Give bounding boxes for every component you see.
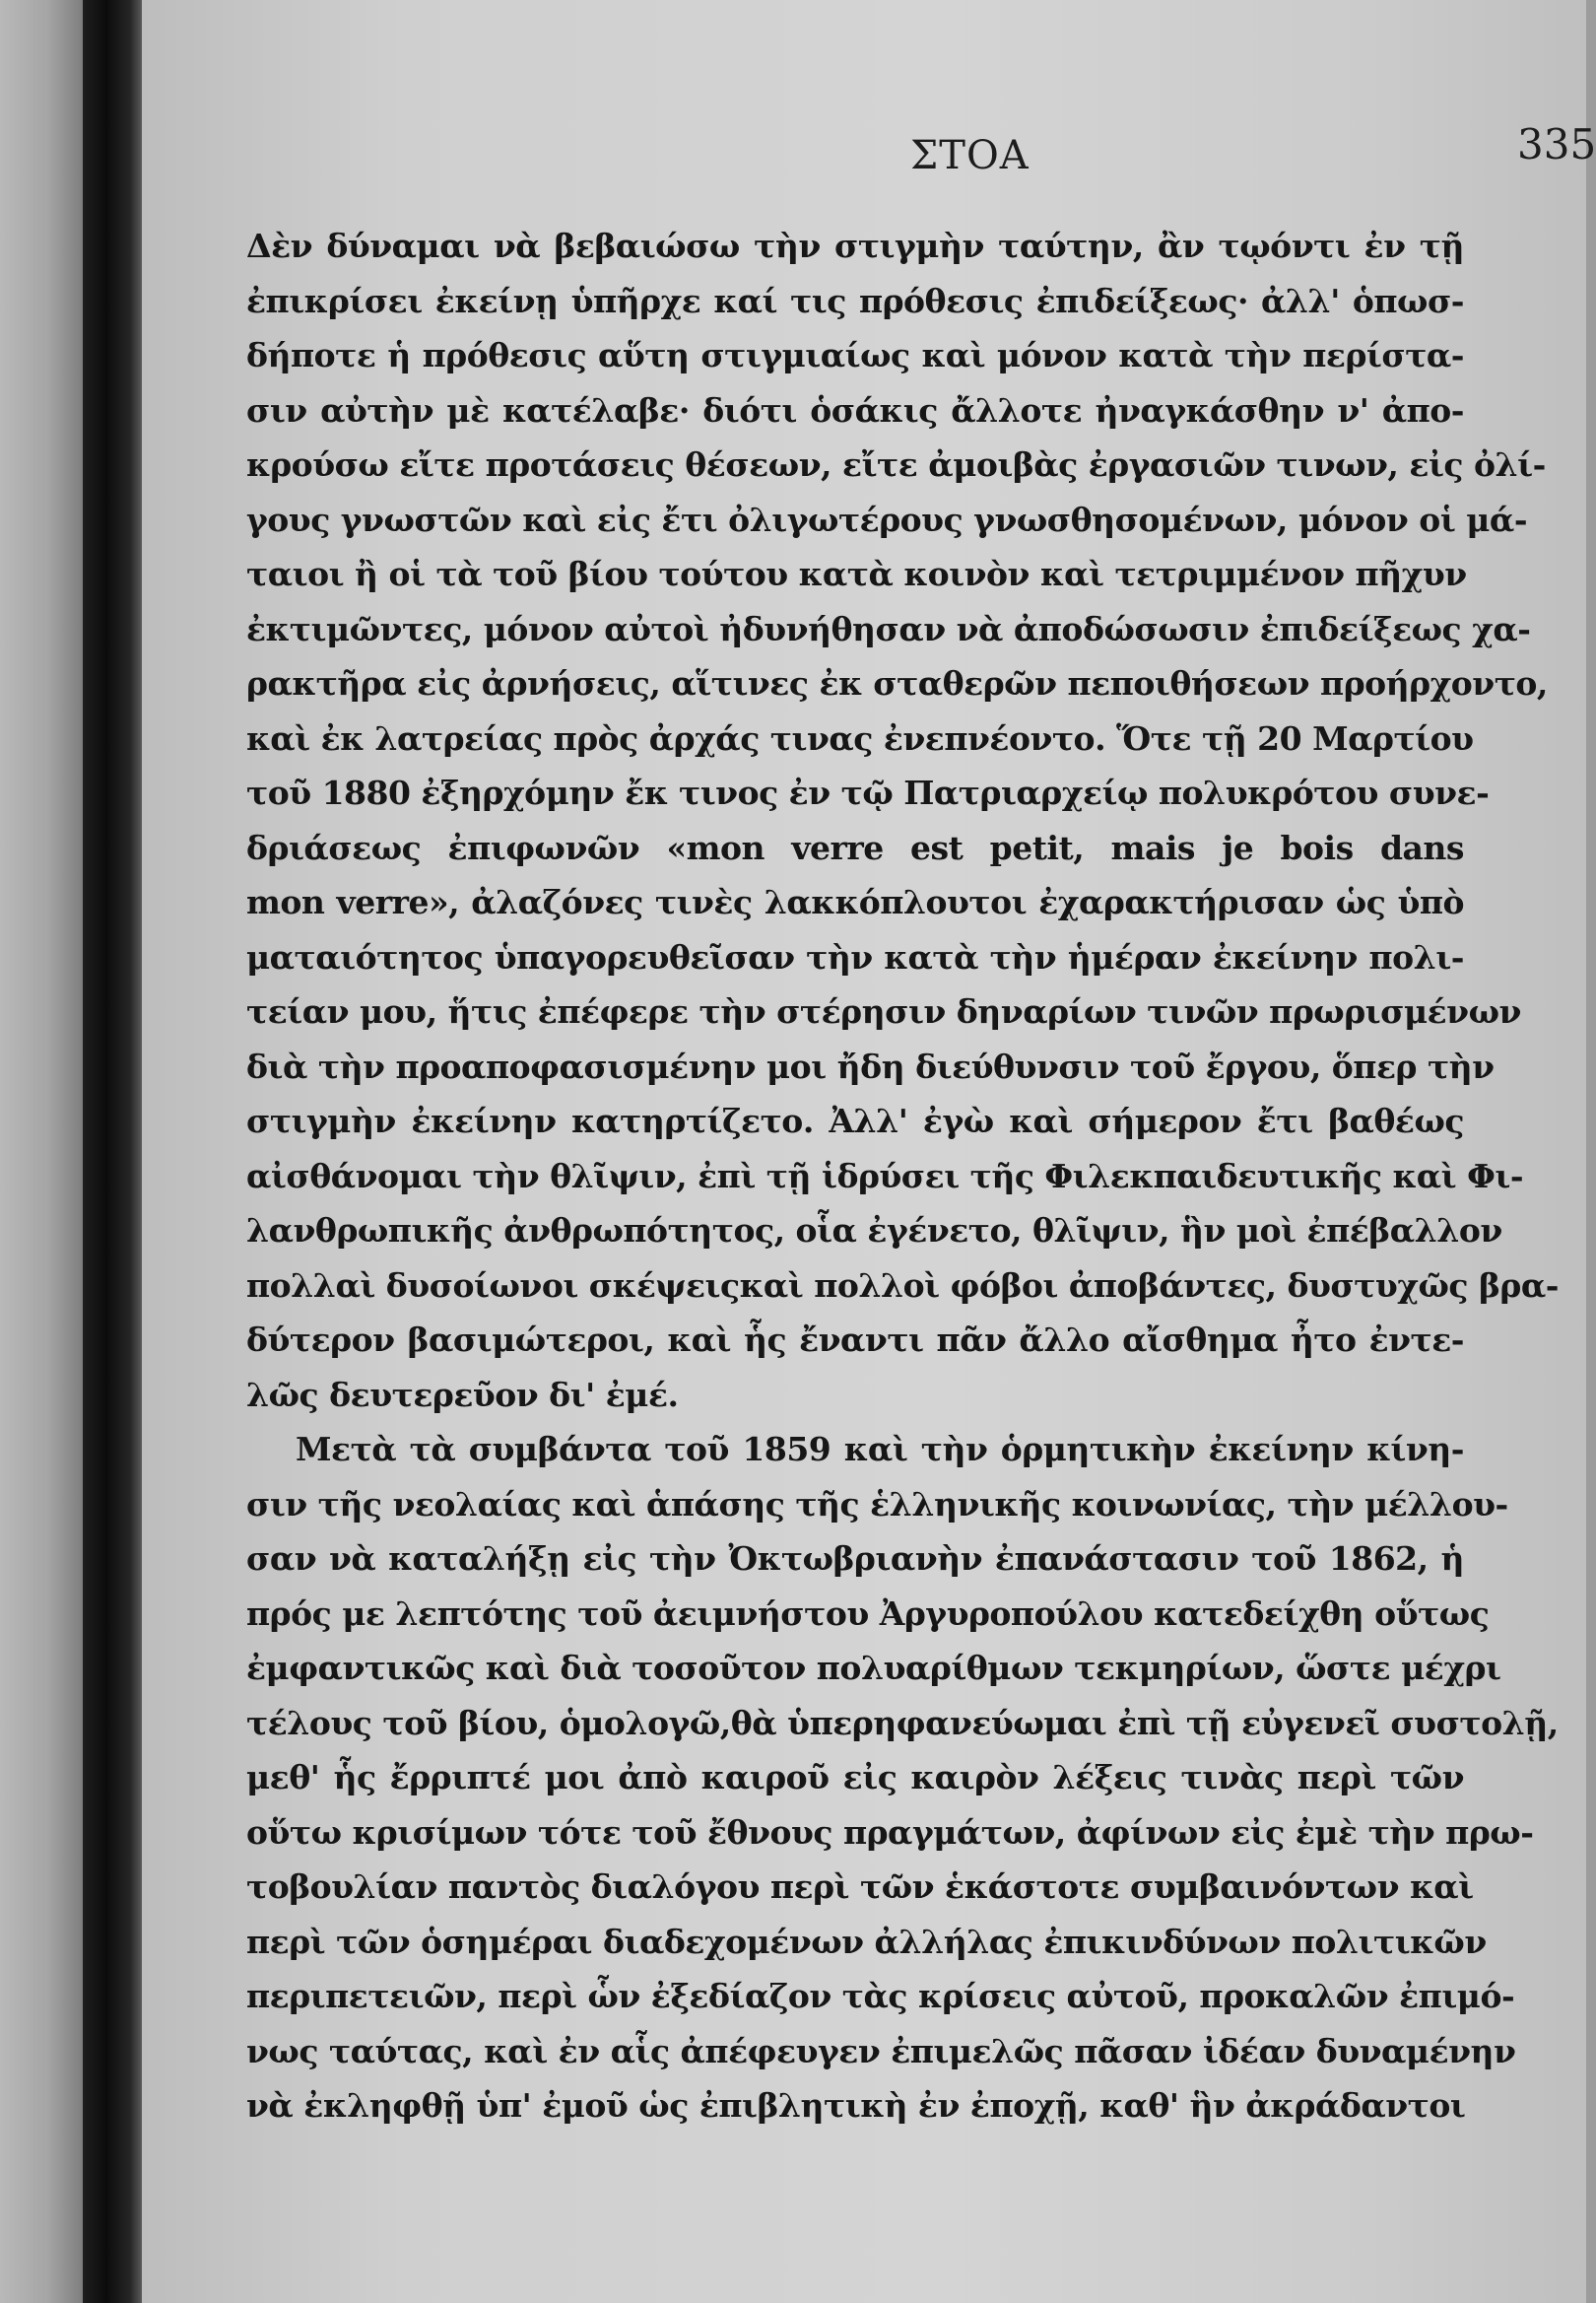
text-line: νὰ ἐκληφθῇ ὑπ' ἐμοῦ ὡς ἐπιβλητικὴ ἐν ἐποχῇ, καθ' ἣν ἀκράδαντοι <box>246 2086 1466 2125</box>
text-line: στιγμὴν ἐκείνην κατηρτίζετο. Ἀλλ' ἐγὼ καὶ σήμερον ἔτι βαθέως <box>246 1102 1464 1140</box>
text-line: δριάσεως ἐπιφωνῶν «mon verre est petit, mais je bois dans <box>246 828 1464 867</box>
text-line: κρούσω εἴτε προτάσεις θέσεων, εἴτε ἀμοιβὰς ἐργασιῶν τινων, εἰς ὀλί- <box>246 445 1546 484</box>
text-line: νως ταύτας, καὶ ἐν αἷς ἀπέφευγεν ἐπιμελῶς πᾶσαν ἰδέαν δυναμένην <box>246 2031 1516 2070</box>
text-line: Μετὰ τὰ συμβάντα τοῦ 1859 καὶ τὴν ὁρμητικὴν ἐκείνην κίνη- <box>296 1430 1464 1468</box>
body-text <box>246 219 1559 2134</box>
text-line: ρακτῆρα εἰς ἀρνήσεις, αἵτινες ἐκ σταθερῶν πεποιθήσεων προήρχοντο, <box>246 664 1548 703</box>
text-line: σαν νὰ καταλήξῃ εἰς τὴν Ὀκτωβριανὴν ἐπανάστασιν τοῦ 1862, ἡ <box>246 1539 1464 1578</box>
text-line: γους γνωστῶν καὶ εἰς ἔτι ὀλιγωτέρους γνωσθησομένων, μόνον οἱ μά- <box>246 500 1528 539</box>
text-line: τείαν μου, ἥτις ἐπέφερε τὴν στέρησιν δηναρίων τινῶν πρωρισμένων <box>246 992 1521 1031</box>
book-binding <box>83 0 142 2303</box>
text-line: δήποτε ἡ πρόθεσις αὕτη στιγμιαίως καὶ μόνον κατὰ τὴν περίστα- <box>246 336 1464 374</box>
text-line: ἐκτιμῶντες, μόνον αὐτοὶ ἠδυνήθησαν νὰ ἀποδώσωσιν ἐπιδείξεως χα- <box>246 609 1531 648</box>
text-line: περιπετειῶν, περὶ ὧν ἐξεδίαζον τὰς κρίσεις αὐτοῦ, προκαλῶν ἐπιμό- <box>246 1977 1515 2015</box>
text-line: δύτερον βασιμώτεροι, καὶ ἧς ἔναντι πᾶν ἄλλο αἴσθημα ἦτο ἐντε- <box>246 1321 1464 1359</box>
text-line: ἐπικρίσει ἐκείνῃ ὑπῆρχε καί τις πρόθεσις ἐπιδείξεως· ἀλλ' ὁπωσ- <box>246 281 1464 320</box>
text-line: πρός με λεπτότης τοῦ ἀειμνήστου Ἀργυροπούλου κατεδείχθη οὕτως <box>246 1593 1490 1633</box>
text-line: οὕτω κρισίμων τότε τοῦ ἔθνους πραγμάτων, ἀφίνων εἰς ἐμὲ τὴν πρω- <box>246 1812 1534 1852</box>
text-line: καὶ ἐκ λατρείας πρὸς ἀρχάς τινας ἐνεπνέοντο. Ὅτε τῇ 20 Μαρτίου <box>246 718 1474 758</box>
text-line: σιν αὐτὴν μὲ κατέλαβε· διότι ὁσάκις ἄλλοτε ἠναγκάσθην ν' ἀπο- <box>246 390 1464 430</box>
text-line: λανθρωπικῆς ἀνθρωπότητος, οἷα ἐγένετο, θλῖψιν, ἣν μοὶ ἐπέβαλλον <box>246 1211 1502 1250</box>
text-line: Δὲν δύναμαι νὰ βεβαιώσω τὴν στιγμὴν ταύτην, ἂν τῳόντι ἐν τῇ <box>246 227 1464 265</box>
text-line: τοῦ 1880 ἐξηρχόμην ἔκ τινος ἐν τῷ Πατριαρχείῳ πολυκρότου συνε- <box>246 774 1490 812</box>
text-line: τέλους τοῦ βίου, ὁμολογῶ,θὰ ὑπερηφανεύωμαι ἐπὶ τῇ εὐγενεῖ συστολῇ, <box>246 1703 1559 1742</box>
text-line: τοβουλίαν παντὸς διαλόγου περὶ τῶν ἑκάστοτε συμβαινόντων καὶ <box>246 1867 1474 1906</box>
text-line: ταιοι ἢ οἱ τὰ τοῦ βίου τούτου κατὰ κοινὸν καὶ τετριμμένον πῆχυν <box>246 555 1467 593</box>
text-line: ἐμφαντικῶς καὶ διὰ τοσοῦτον πολυαρίθμων τεκμηρίων, ὥστε μέχρι <box>246 1649 1501 1687</box>
text-line: mon verre», ἀλαζόνες τινὲς λακκόπλουτοι ἐχαρακτήρισαν ὡς ὑπὸ <box>246 883 1464 921</box>
running-title: ΣΤΟΑ <box>910 133 1030 178</box>
page-number: 335 <box>1517 120 1596 169</box>
text-line: αἰσθάνομαι τὴν θλῖψιν, ἐπὶ τῇ ἱδρύσει τῆς Φιλεκπαιδευτικῆς καὶ Φι- <box>246 1156 1524 1195</box>
text-line: περὶ τῶν ὁσημέραι διαδεχομένων ἀλλήλας ἐπικινδύνων πολιτικῶν <box>246 1922 1487 1961</box>
text-line: πολλαὶ δυσοίωνοι σκέψειςκαὶ πολλοὶ φόβοι ἀποβάντες, δυστυχῶς βρα- <box>246 1265 1559 1305</box>
previous-page-edge <box>0 0 87 2303</box>
text-line: σιν τῆς νεολαίας καὶ ἁπάσης τῆς ἑλληνικῆς κοινωνίας, τὴν μέλλου- <box>246 1484 1508 1524</box>
text-line: μεθ' ἧς ἔρριπτέ μοι ἀπὸ καιροῦ εἰς καιρὸν λέξεις τινὰς περὶ τῶν <box>246 1758 1464 1796</box>
text-line: διὰ τὴν προαποφασισμένην μοι ἤδη διεύθυνσιν τοῦ ἔργου, ὅπερ τὴν <box>246 1047 1495 1086</box>
text-line: λῶς δευτερεῦον δι' ἐμέ. <box>246 1375 679 1414</box>
text-line: ματαιότητος ὑπαγορευθεῖσαν τὴν κατὰ τὴν ἡμέραν ἐκείνην πολι- <box>246 937 1464 977</box>
